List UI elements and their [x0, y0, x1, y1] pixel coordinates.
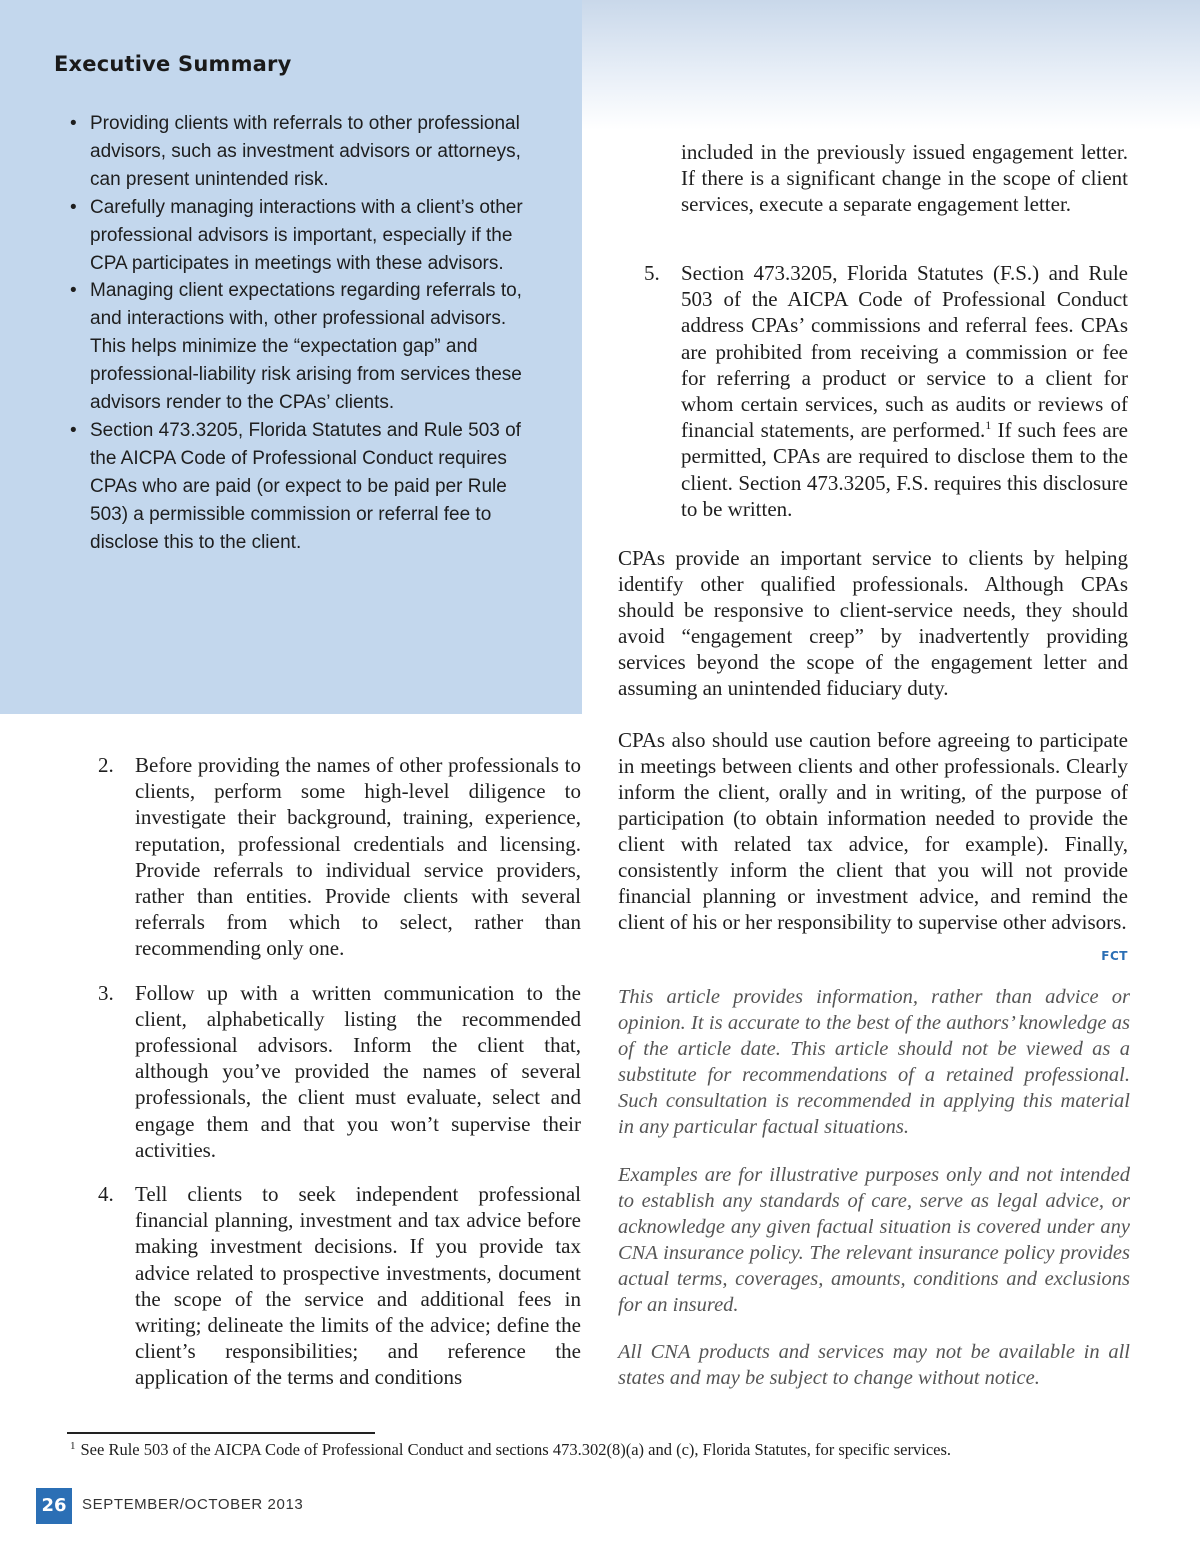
bullet-icon: •: [70, 113, 77, 134]
disclaimer-paragraph: This article provides information, rather than advice or opinion. It is accurate to the best of the authors’ knowledge as of the article date. This article should not be viewed as a substitute for recommendations of a retained professional. Such consultation is recommended in applying this material in any particular factual situations.: [618, 986, 1130, 1138]
list-item: [644, 260, 1128, 522]
summary-bullet-item: [70, 110, 540, 194]
list-item-number: 2.: [98, 753, 114, 777]
bullet-icon: •: [70, 419, 77, 441]
executive-summary-list: [70, 110, 540, 557]
list-item: [98, 980, 581, 1163]
summary-bullet-text: Section 473.3205, Florida Statutes and Rule 503 of the AICPA Code of Professional Conduct requires CPAs who are paid (or expect to be paid per Rule 503) a permissible commission or referral fee to disclose this to the client.: [90, 419, 521, 553]
bullet-icon: •: [70, 280, 77, 302]
bullet-icon: •: [70, 196, 77, 218]
body-paragraph-text: CPAs also should use caution before agreeing to participate in meetings between clients and other professionals. Clearly inform the client, orally and in writing, of the purpose of participation (to obtain information needed to provide the client with related tax advice, for example). Finally, consistently inform the client that you will not provide financial planning or investment advice, and remind the client of his or her responsibility to supervise other advisors.: [618, 728, 1128, 934]
summary-bullet-item: [70, 417, 540, 557]
issue-date: SEPTEMBER/OCTOBER 2013: [82, 1496, 304, 1513]
body-paragraph: [618, 727, 1128, 969]
summary-bullet-text: Providing clients with referrals to other professional advisors, such as investment advisors or attorneys, can present unintended risk.: [90, 113, 521, 190]
fct-end-mark-icon: FCT: [1101, 949, 1128, 963]
list-item: [98, 1181, 581, 1391]
executive-summary-title: Executive Summary: [54, 52, 292, 76]
list-item-number: 4.: [98, 1182, 114, 1207]
list-item-number: 5.: [644, 261, 660, 285]
right-column-numbered-list: [644, 260, 1128, 522]
body-paragraph: CPAs provide an important service to clients by helping identify other qualified professionals. Although CPAs should be responsive to client-service needs, they should avoid “engagement creep” by inadvertently providing services beyond the scope of the engagement letter and assuming an unintended fiduciary duty.: [618, 546, 1128, 700]
summary-bullet-text: Managing client expectations regarding referrals to, and interactions with, other professional advisors. This helps minimize the “expectation gap” and professional-liability risk arising from services these advisors render to the CPAs’ clients.: [90, 280, 522, 414]
list-item-continuation: included in the previously issued engagement letter. If there is a significant change in the scope of client services, execute a separate engagement letter.: [681, 140, 1128, 216]
list-item-text-continued: If such fees are permitted, CPAs are required to disclose them to the client. Section 473.3205, F.S. requires this disclosure to be written.: [681, 418, 1129, 521]
footnote-marker: 1: [70, 1439, 76, 1452]
list-item-text: Tell clients to seek independent professional financial planning, investment and tax advice before making investment decisions. If you provide tax advice related to prospective investments, document the scope of the service and additional fees in writing; delineate the limits of the advice; define the client’s responsibilities; and reference the application of the terms and conditions: [135, 1182, 581, 1390]
footnote-text: See Rule 503 of the AICPA Code of Professional Conduct and sections 473.302(8)(a) and (c), Florida Statutes, for specific services.: [80, 1440, 952, 1459]
list-item-text: Follow up with a written communication to the client, alphabetically listing the recommended professional advisors. Inform the client that, although you’ve provided the names of several professionals, the client must evaluate, select and engage them and that you won’t supervise their activities.: [135, 980, 581, 1162]
header-gradient: [582, 0, 1200, 130]
list-item-text: Section 473.3205, Florida Statutes (F.S.) and Rule 503 of the AICPA Code of Professional Conduct address CPAs’ commissions and referral fees. CPAs are prohibited from receiving a commission or fee for referring a product or service to a client for whom certain services, such as audits or reviews of financial statements, are performed.: [681, 261, 1128, 443]
summary-bullet-item: [70, 194, 540, 278]
page-number-badge: 26: [36, 1488, 72, 1524]
summary-bullet-item: [70, 277, 540, 417]
summary-bullet-text: Carefully managing interactions with a client’s other professional advisors is important, especially if the CPA participates in meetings with these advisors.: [90, 196, 523, 274]
footnote-divider: [67, 1432, 375, 1434]
disclaimer-paragraph: Examples are for illustrative purposes only and not intended to establish any standards of care, serve as legal advice, or acknowledge any given factual situation is covered under any CNA insurance policy. The relevant insurance policy provides actual terms, coverages, amounts, conditions and exclusions for an insured.: [618, 1164, 1130, 1316]
list-item: [98, 752, 581, 962]
list-item-number: 3.: [98, 980, 114, 1005]
footnote: [70, 1440, 1070, 1460]
disclaimer-paragraph: All CNA products and services may not be available in all states and may be subject to change without notice.: [618, 1341, 1130, 1389]
executive-summary-box: [0, 0, 582, 714]
footnote-reference: 1: [985, 418, 992, 433]
left-column-numbered-list: [98, 752, 581, 1409]
list-item-text: Before providing the names of other professionals to clients, perform some high-level diligence to investigate their background, training, experience, reputation, professional credentials and licensing. Provide referrals to individual service providers, rather than entities. Provide clients with several referrals from which to select, rather than recommending only one.: [135, 753, 581, 961]
